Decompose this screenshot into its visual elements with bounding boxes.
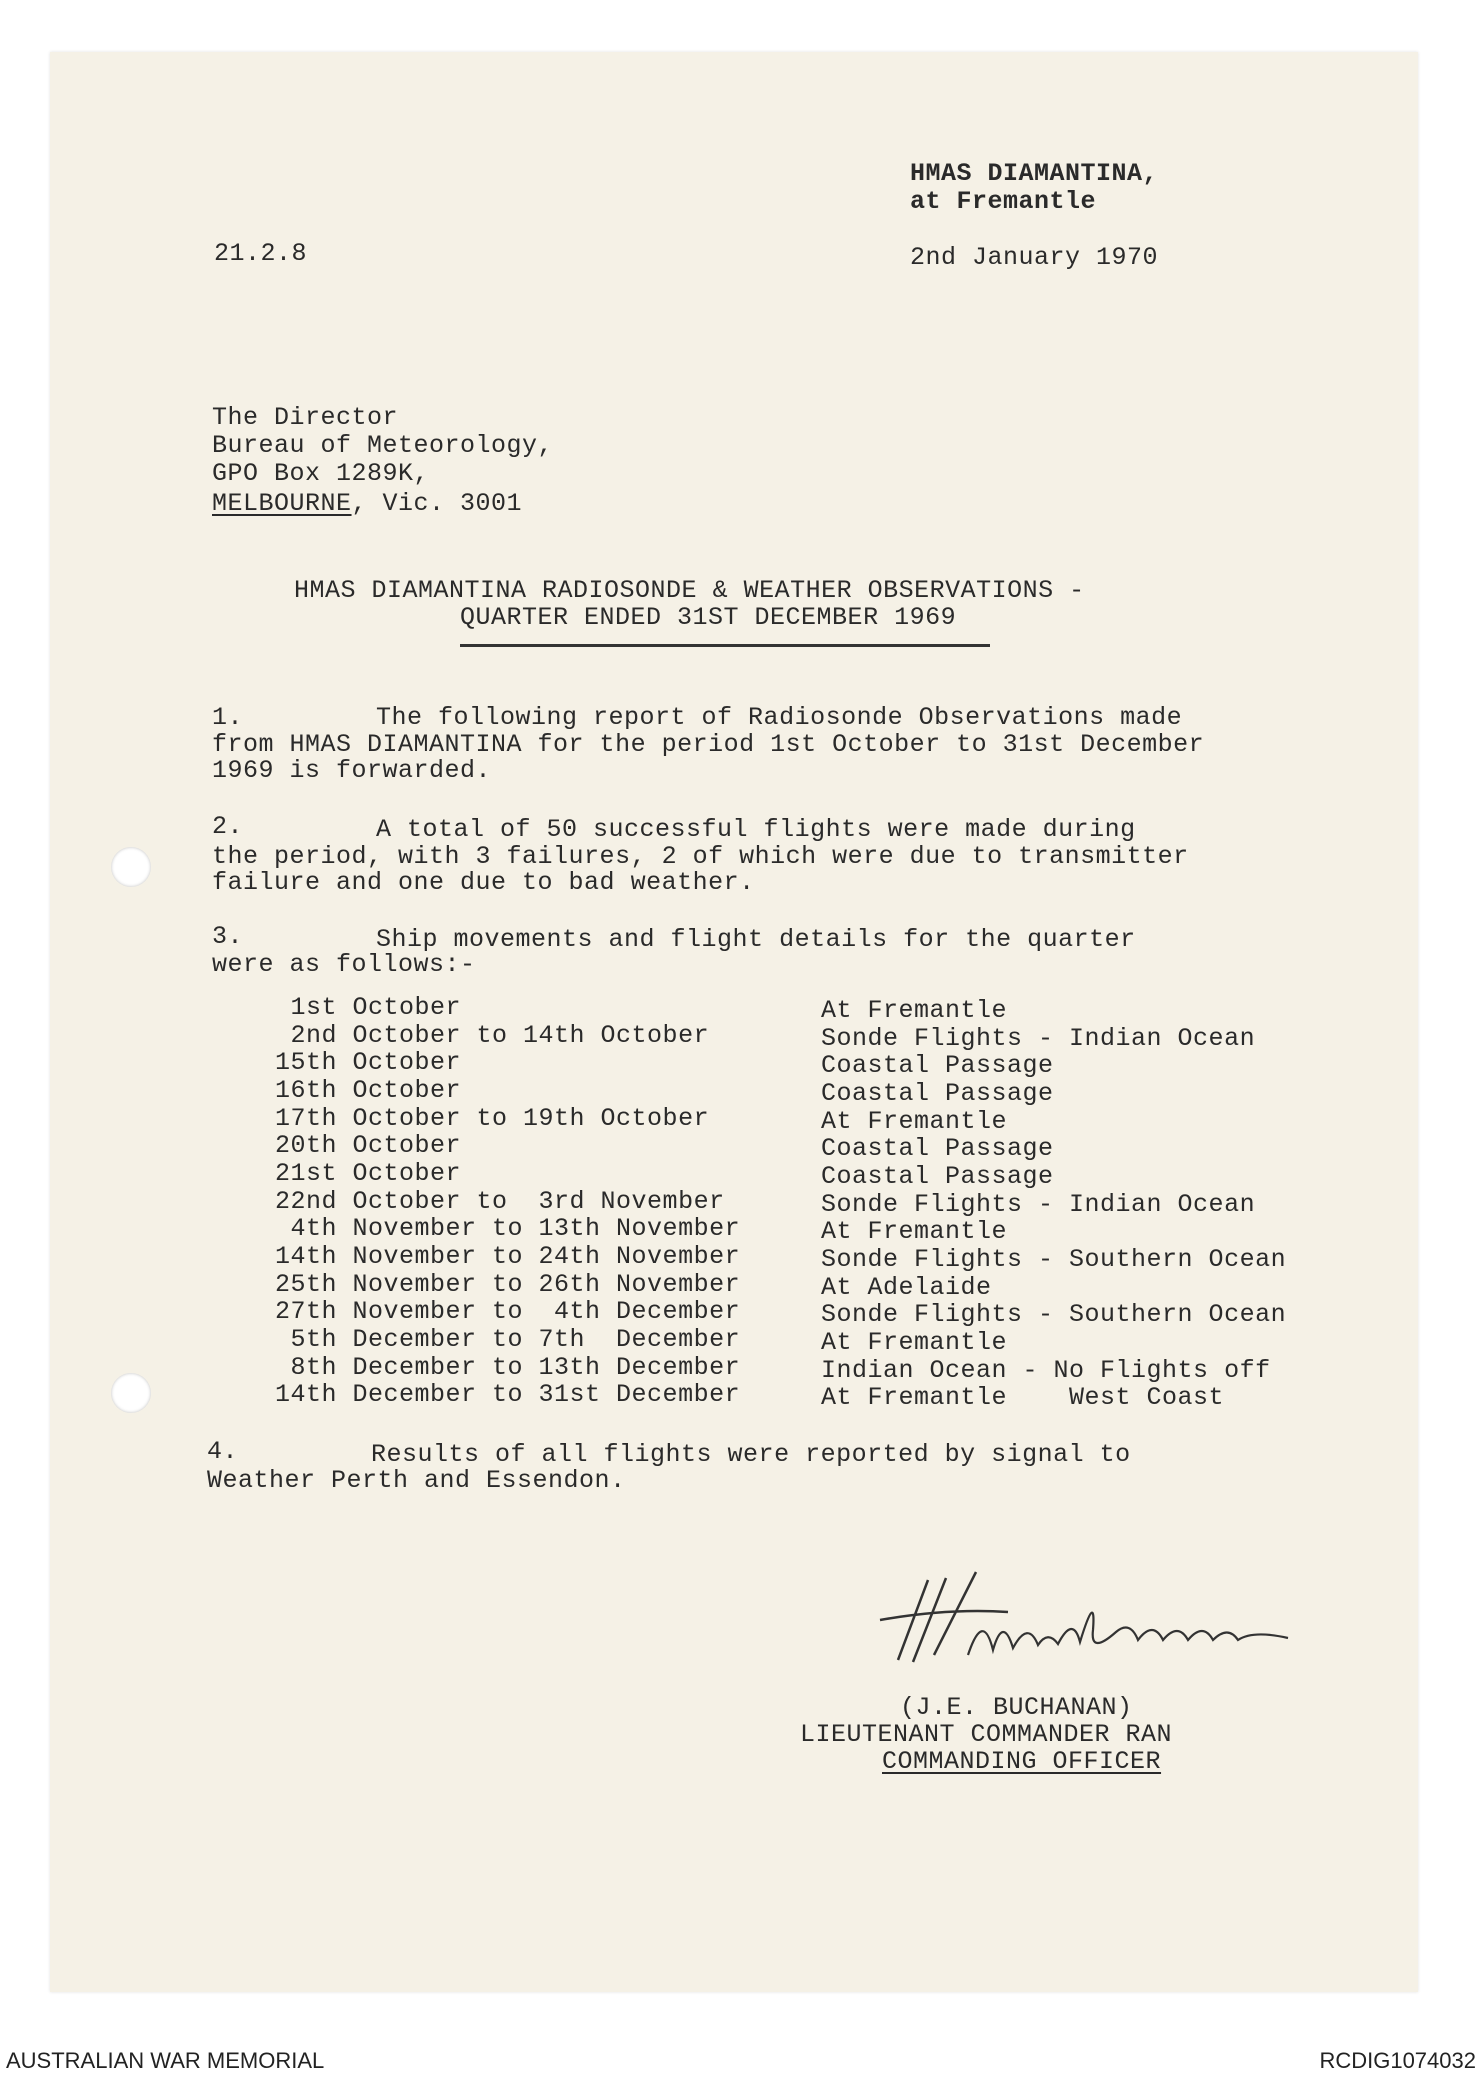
movement-dates: 4th November to 13th November	[275, 1214, 741, 1243]
paragraph-3-line: were as follows:-	[212, 950, 476, 979]
addressee-city: MELBOURNE	[212, 489, 352, 518]
movement-dates: 22nd October to 3rd November	[275, 1187, 725, 1216]
paragraph-4-line: Weather Perth and Essendon.	[207, 1466, 626, 1495]
footer-record-id: RCDIG1074032	[1319, 2048, 1476, 2073]
movement-dates: 14th December to 31st December	[275, 1380, 741, 1409]
sender-location: at Fremantle	[910, 187, 1097, 216]
letter-date: 2nd January 1970	[910, 243, 1159, 272]
movement-dates: 25th November to 26th November	[275, 1270, 741, 1299]
movement-detail: At Adelaide	[821, 1273, 992, 1302]
paragraph-4-number: 4.	[207, 1437, 239, 1466]
paragraph-4-line: Results of all flights were reported by signal to	[371, 1440, 1131, 1469]
movement-detail: At Fremantle	[821, 1107, 1008, 1136]
movement-dates: 16th October	[275, 1076, 462, 1105]
movement-detail: At Fremantle	[821, 1328, 1008, 1357]
movement-detail: Indian Ocean - No Flights off	[821, 1356, 1271, 1385]
footer-archive-name: AUSTRALIAN WAR MEMORIAL	[6, 2048, 325, 2073]
addressee-city-line	[212, 490, 522, 517]
addressee-line: The Director	[212, 403, 399, 432]
movement-detail: At Fremantle	[821, 996, 1008, 1025]
addressee-line: Bureau of Meteorology,	[212, 431, 554, 460]
movement-detail: Sonde Flights - Southern Ocean	[821, 1245, 1287, 1274]
movement-dates: 14th November to 24th November	[275, 1242, 741, 1271]
movement-dates: 15th October	[275, 1048, 462, 1077]
punch-hole	[111, 847, 151, 887]
movement-dates: 20th October	[275, 1131, 462, 1160]
subject-underline	[460, 644, 990, 647]
paragraph-2-line: failure and one due to bad weather.	[212, 868, 755, 897]
paragraph-2-line: A total of 50 successful flights were made during	[376, 815, 1136, 844]
movement-detail: Sonde Flights - Indian Ocean	[821, 1024, 1256, 1053]
movement-detail: At Fremantle	[821, 1217, 1008, 1246]
subject-line-1: HMAS DIAMANTINA RADIOSONDE & WEATHER OBSERVATIONS -	[294, 576, 1085, 605]
addressee-line: GPO Box 1289K,	[212, 459, 430, 488]
movement-detail: At Fremantle West Coast	[821, 1383, 1225, 1412]
movement-detail: Coastal Passage	[821, 1134, 1054, 1163]
movement-detail: Coastal Passage	[821, 1079, 1054, 1108]
movement-dates: 21st October	[275, 1159, 462, 1188]
punch-hole	[111, 1373, 151, 1413]
letter-page	[50, 52, 1418, 1992]
file-reference: 21.2.8	[214, 239, 308, 268]
movement-dates: 5th December to 7th December	[275, 1325, 741, 1354]
addressee-city-rest: , Vic. 3001	[351, 489, 523, 518]
signatory-rank: LIEUTENANT COMMANDER RAN	[800, 1720, 1173, 1749]
paragraph-1-line: from HMAS DIAMANTINA for the period 1st October to 31st December	[212, 730, 1205, 759]
paragraph-3-number: 3.	[212, 922, 244, 951]
movement-detail: Coastal Passage	[821, 1162, 1054, 1191]
paragraph-2-line: the period, with 3 failures, 2 of which were due to transmitter	[212, 842, 1189, 871]
sender-ship: HMAS DIAMANTINA,	[910, 159, 1159, 188]
paragraph-1-number: 1.	[212, 703, 244, 732]
handwritten-signature	[868, 1560, 1308, 1680]
paragraph-1-line: The following report of Radiosonde Observations made	[376, 703, 1183, 732]
movement-dates: 1st October	[275, 993, 462, 1022]
movement-detail: Sonde Flights - Southern Ocean	[821, 1300, 1287, 1329]
subject-line-2: QUARTER ENDED 31ST DECEMBER 1969	[460, 603, 957, 632]
movement-detail: Coastal Passage	[821, 1051, 1054, 1080]
paragraph-1-line: 1969 is forwarded.	[212, 756, 492, 785]
movement-dates: 17th October to 19th October	[275, 1104, 710, 1133]
paragraph-2-number: 2.	[212, 812, 244, 841]
signatory-title: COMMANDING OFFICER	[882, 1747, 1162, 1776]
movement-dates: 27th November to 4th December	[275, 1297, 741, 1326]
movement-dates: 2nd October to 14th October	[275, 1021, 710, 1050]
movement-detail: Sonde Flights - Indian Ocean	[821, 1190, 1256, 1219]
paragraph-3-line: Ship movements and flight details for the quarter	[376, 925, 1136, 954]
signatory-name: (J.E. BUCHANAN)	[900, 1693, 1133, 1722]
movement-dates: 8th December to 13th December	[275, 1353, 741, 1382]
